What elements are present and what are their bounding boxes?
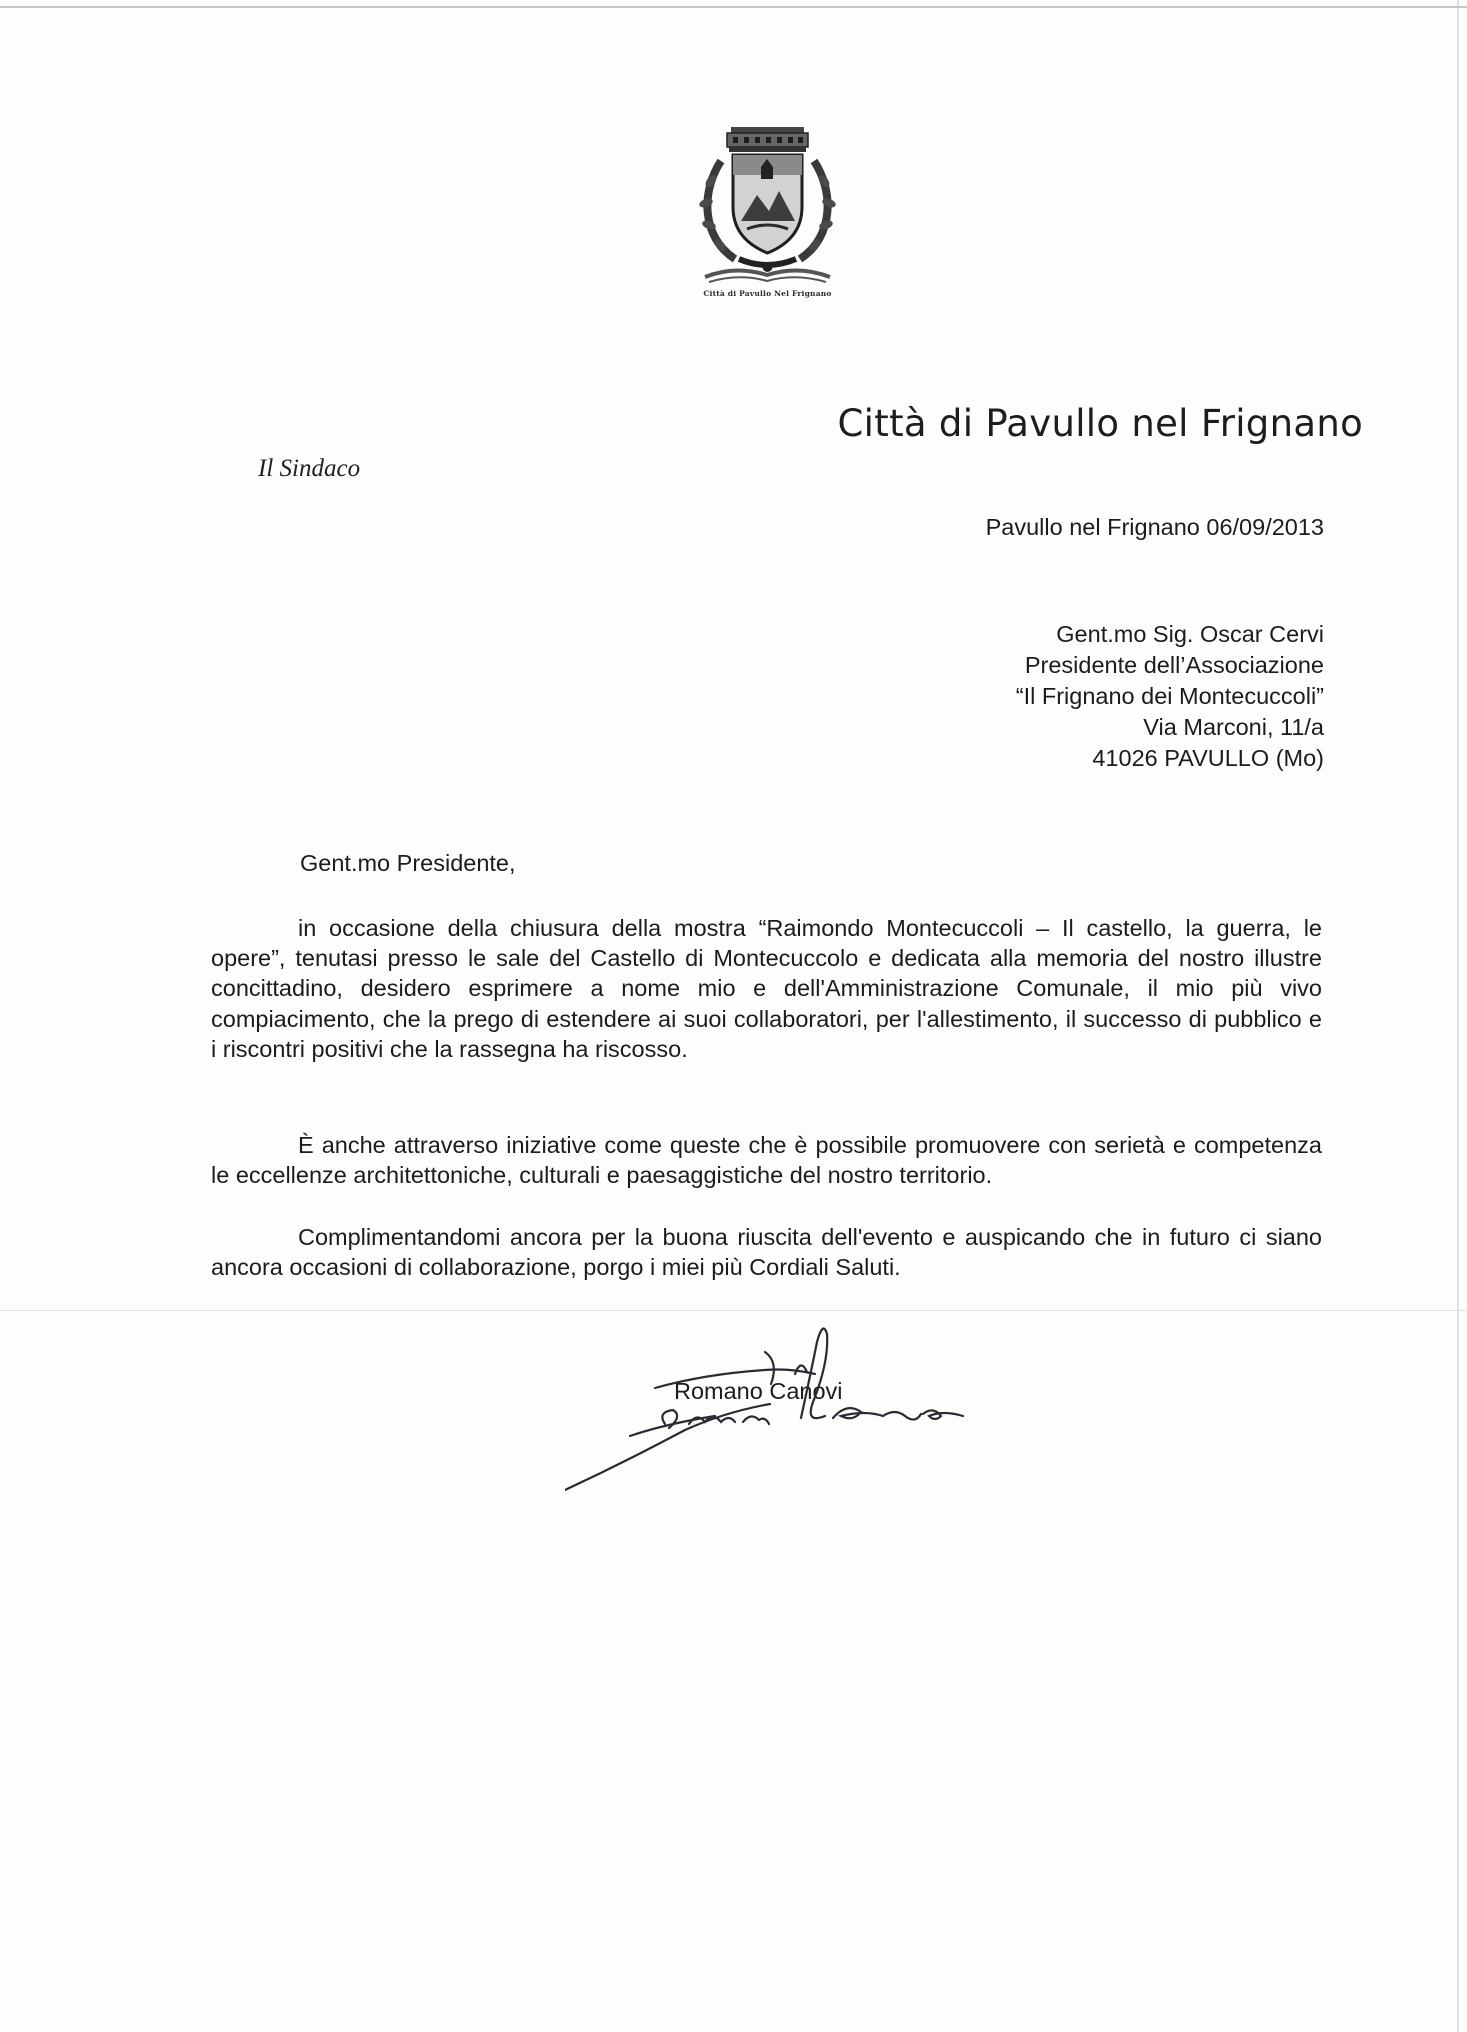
- coat-of-arms: [695, 125, 840, 305]
- recipient-line: “Il Frignano dei Montecuccoli”: [1015, 683, 1324, 709]
- recipient-line: Gent.mo Sig. Oscar Cervi: [1056, 621, 1324, 647]
- salutation: Gent.mo Presidente,: [300, 850, 516, 876]
- recipient-line: Via Marconi, 11/a: [1143, 714, 1324, 740]
- scan-top-edge: [0, 6, 1467, 8]
- coat-of-arms-icon: [695, 125, 840, 285]
- recipient-line: Presidente dell’Associazione: [1024, 652, 1324, 678]
- city-letterhead-title: Città di Pavullo nel Frignano: [837, 402, 1363, 445]
- body-paragraph: Complimentandomi ancora per la buona riuscita dell'evento e auspicando che in futuro ci siano ancora occasioni di collaborazione, porgo i miei più Cordiali Saluti.: [211, 1224, 1322, 1281]
- coat-of-arms-caption: Città di Pavullo Nel Frignano: [703, 289, 832, 298]
- scan-right-edge: [1457, 0, 1459, 2032]
- date-line: Pavullo nel Frignano 06/09/2013: [985, 514, 1324, 540]
- body-paragraph: in occasione della chiusura della mostra “Raimondo Montecuccoli – Il castello, la guerra, le opere”, tenutasi presso le sale del Castello di Montecuccolo e dedicata alla memoria del nostro illustre concittadino, desidero esprimere a nome mio e dell'Amministrazione Comunale, il mio più vivo compiacimento, che la prego di estendere ai suoi collaboratori, per l'allestimento, il successo di pubblico e i riscontri positivi che la rassegna ha riscosso.: [211, 915, 1322, 1062]
- recipient-line: 41026 PAVULLO (Mo): [1092, 745, 1324, 771]
- body-paragraph: È anche attraverso iniziative come queste che è possibile promuovere con serietà e competenza le eccellenze architettoniche, culturali e paesaggistiche del nostro territorio.: [211, 1132, 1322, 1189]
- signatory-name: Romano Canovi: [674, 1378, 843, 1404]
- paper-fold-line: [0, 1310, 1467, 1311]
- mayor-office-label: Il Sindaco: [258, 455, 361, 482]
- handwritten-signature: [565, 1312, 985, 1497]
